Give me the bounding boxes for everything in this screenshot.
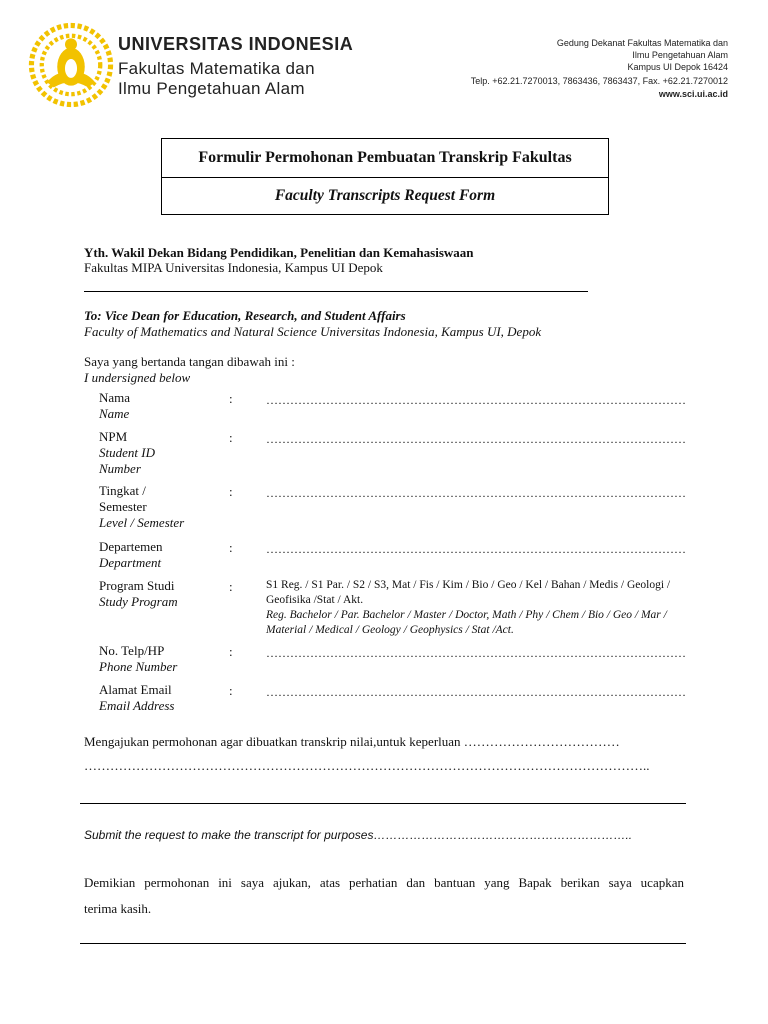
form-title-en: Faculty Transcripts Request Form bbox=[274, 187, 496, 204]
addressee-en-line2: Faculty of Mathematics and Natural Science Universitas Indonesia, Kampus UI, Depok bbox=[84, 324, 542, 339]
department-label: Departemen Department bbox=[99, 539, 163, 570]
faculty-name-line1: Fakultas Matematika dan bbox=[118, 59, 315, 78]
level-label: Tingkat / Semester Level / Semester bbox=[99, 483, 185, 530]
department-colon: : bbox=[229, 540, 233, 555]
npm-field[interactable]: …………………………………………………………………………………………… bbox=[266, 432, 686, 446]
npm-label: NPM Student ID Number bbox=[99, 429, 155, 476]
intro-id: Saya yang bertanda tangan dibawah ini : bbox=[84, 354, 295, 369]
addressee-id-line1: Yth. Wakil Dekan Bidang Pendidikan, Penelitian dan Kemahasiswaan bbox=[84, 245, 474, 260]
university-name: UNIVERSITAS INDONESIA bbox=[118, 34, 354, 54]
closing-line2: terima kasih. bbox=[84, 901, 152, 916]
addressee-id-line2: Fakultas MIPA Universitas Indonesia, Kampus UI Depok bbox=[84, 260, 383, 275]
divider-line bbox=[80, 803, 686, 804]
email-colon: : bbox=[229, 683, 233, 698]
website-url[interactable]: www.sci.ui.ac.id bbox=[658, 89, 728, 99]
phone-field[interactable]: …………………………………………………………………………………………… bbox=[266, 646, 686, 660]
form-title-id: Formulir Permohonan Pembuatan Transkrip Fakultas bbox=[162, 139, 608, 178]
faculty-name-line2: Ilmu Pengetahuan Alam bbox=[118, 79, 305, 98]
npm-colon: : bbox=[229, 430, 233, 445]
level-colon: : bbox=[229, 484, 233, 499]
name-label: Nama Name bbox=[99, 390, 131, 421]
phone-colon: : bbox=[229, 644, 233, 659]
study-program-colon: : bbox=[229, 579, 233, 594]
request-purpose-id[interactable]: Mengajukan permohonan agar dibuatkan transkrip nilai,untuk keperluan ……………………………… bbox=[84, 734, 620, 749]
request-purpose-id-cont[interactable]: ………………………………………………………………………………………………………………….. bbox=[84, 758, 650, 773]
name-colon: : bbox=[229, 391, 233, 406]
email-label: Alamat Email Email Address bbox=[99, 682, 175, 713]
email-field[interactable]: …………………………………………………………………………………………… bbox=[266, 685, 686, 699]
level-field[interactable]: …………………………………………………………………………………………… bbox=[266, 486, 686, 500]
divider-line bbox=[80, 943, 686, 944]
form-title-box bbox=[161, 138, 609, 215]
study-program-options[interactable]: S1 Reg. / S1 Par. / S2 / S3, Mat / Fis / Kim / Bio / Geo / Kel / Bahan / Medis / Geologi / Geofisika /Stat / Akt. Reg. Bachelor / Par. Bachelor / Master / Doctor, Math / Phy / Chem / Bio / Geo / Mar / Material / Medical / Geology / Geophysics / Stat /Act. bbox=[266, 579, 671, 636]
intro-en: I undersigned below bbox=[84, 370, 191, 385]
university-logo bbox=[28, 22, 114, 108]
contact-phone-fax: Telp. +62.21.7270013, 7863436, 7863437, Fax. +62.21.7270012 bbox=[470, 76, 728, 86]
name-field[interactable]: …………………………………………………………………………………………… bbox=[266, 393, 686, 407]
closing-line1: Demikian permohonan ini saya ajukan, atas perhatian dan bantuan yang Bapak berikan saya ucapkan bbox=[84, 875, 684, 890]
address-line-2: Ilmu Pengetahuan Alam bbox=[632, 50, 728, 60]
divider-line bbox=[84, 291, 588, 292]
address-line-1: Gedung Dekanat Fakultas Matematika dan bbox=[556, 38, 728, 48]
department-field[interactable]: …………………………………………………………………………………………… bbox=[266, 542, 686, 556]
addressee-en-line1: To: Vice Dean for Education, Research, and Student Affairs bbox=[84, 308, 406, 323]
address-line-3: Kampus UI Depok 16424 bbox=[627, 62, 728, 72]
request-purpose-en[interactable]: Submit the request to make the transcript for purposes……………………………………………………….. bbox=[84, 828, 633, 842]
study-program-label: Program Studi Study Program bbox=[99, 578, 178, 609]
phone-label: No. Telp/HP Phone Number bbox=[99, 643, 178, 674]
